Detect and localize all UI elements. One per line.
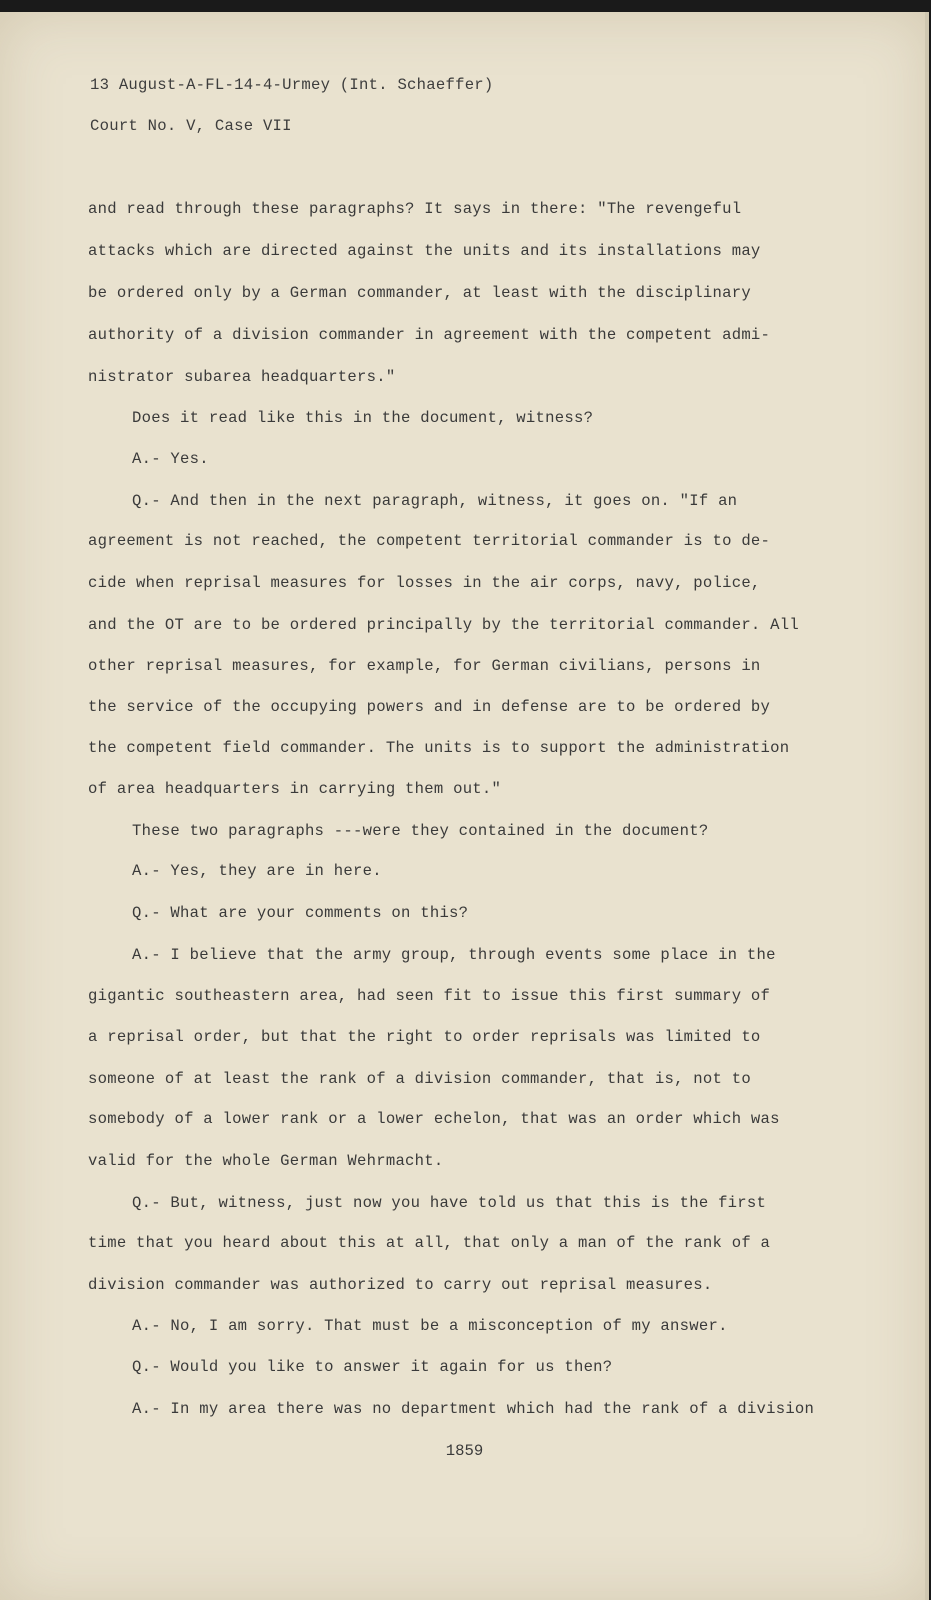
document-page: [0, 12, 929, 1600]
text-line: nistrator subarea headquarters.": [88, 368, 396, 386]
text-line: Q.- What are your comments on this?: [132, 904, 469, 922]
text-line: of area headquarters in carrying them out.": [88, 780, 502, 798]
text-line: time that you heard about this at all, that only a man of the rank of a: [88, 1234, 771, 1252]
page-number: 1859: [445, 1442, 484, 1460]
text-line: the competent field commander. The units is to support the administration: [88, 739, 790, 757]
text-line: A.- Yes.: [132, 450, 209, 468]
text-line: someone of at least the rank of a division commander, that is, not to: [88, 1070, 751, 1088]
text-line: A.- In my area there was no department which had the rank of a division: [132, 1400, 815, 1418]
text-line: somebody of a lower rank or a lower echelon, that was an order which was: [88, 1110, 780, 1128]
text-line: A.- I believe that the army group, through events some place in the: [132, 946, 776, 964]
text-line: Q.- But, witness, just now you have told us that this is the first: [132, 1194, 767, 1212]
text-line: a reprisal order, but that the right to order reprisals was limited to: [88, 1028, 761, 1046]
text-line: Q.- And then in the next paragraph, witness, it goes on. "If an: [132, 492, 738, 510]
text-line: agreement is not reached, the competent territorial commander is to de-: [88, 532, 771, 550]
text-line: A.- No, I am sorry. That must be a misconception of my answer.: [132, 1317, 728, 1335]
text-line: gigantic southeastern area, had seen fit to issue this first summary of: [88, 987, 771, 1005]
text-line: be ordered only by a German commander, at least with the disciplinary: [88, 284, 751, 302]
text-line: authority of a division commander in agreement with the competent admi-: [88, 326, 771, 344]
text-line: and the OT are to be ordered principally by the territorial commander. All: [88, 616, 799, 634]
page-edge: [925, 12, 929, 1600]
text-line: cide when reprisal measures for losses in the air corps, navy, police,: [88, 574, 761, 592]
text-line: division commander was authorized to carry out reprisal measures.: [88, 1276, 713, 1294]
header-court-case: Court No. V, Case VII: [90, 117, 292, 135]
header-case-reference: 13 August-A-FL-14-4-Urmey (Int. Schaeffer): [90, 76, 494, 94]
text-line: other reprisal measures, for example, for German civilians, persons in: [88, 657, 761, 675]
text-line: the service of the occupying powers and in defense are to be ordered by: [88, 698, 771, 716]
text-line: valid for the whole German Wehrmacht.: [88, 1152, 444, 1170]
text-line: and read through these paragraphs? It says in there: "The revengeful: [88, 200, 742, 218]
text-line: Q.- Would you like to answer it again for us then?: [132, 1358, 613, 1376]
text-line: attacks which are directed against the units and its installations may: [88, 242, 761, 260]
text-line: Does it read like this in the document, witness?: [132, 409, 594, 427]
text-line: A.- Yes, they are in here.: [132, 862, 382, 880]
text-line: These two paragraphs ---were they contained in the document?: [132, 822, 709, 840]
